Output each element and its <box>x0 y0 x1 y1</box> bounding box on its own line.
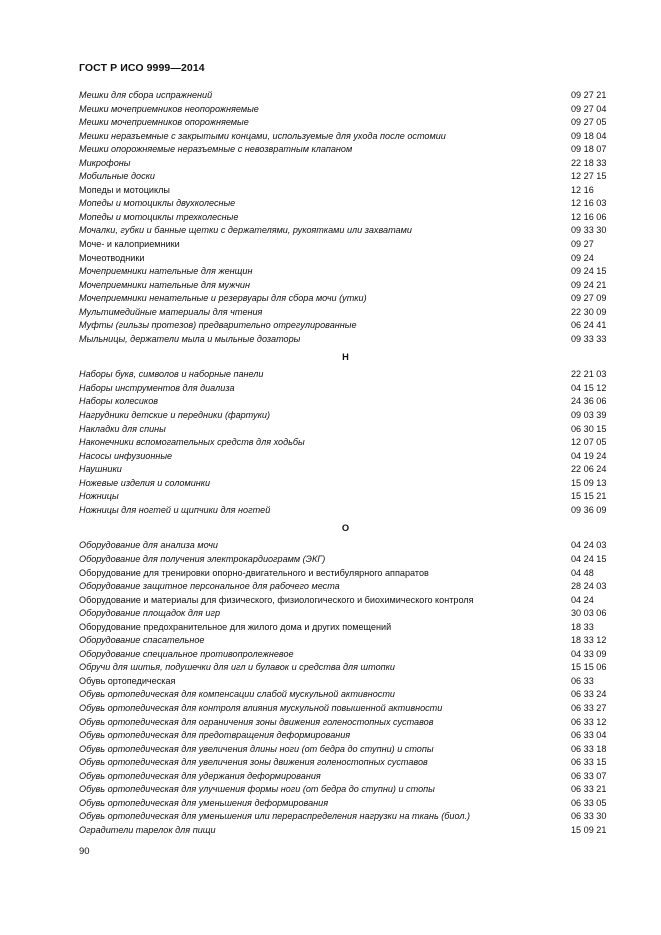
entry-term: Мешки опорожняемые неразъемные с невозвратным клапаном <box>79 144 353 155</box>
entry-term: Мопеды и мотоциклы двухколесные <box>79 198 236 209</box>
entry-term: Мешки мочеприемников опорожняемые <box>79 117 249 128</box>
entry-code: 09 18 07 <box>571 144 607 155</box>
index-entry <box>79 743 612 757</box>
index-entry <box>79 409 612 423</box>
entry-term: Обувь ортопедическая для предотвращения деформирования <box>79 730 351 741</box>
index-entry <box>79 382 612 396</box>
index-listing <box>79 89 612 837</box>
entry-code: 15 15 06 <box>571 662 607 673</box>
entry-code: 04 15 12 <box>571 382 607 393</box>
index-entry <box>79 621 612 635</box>
entry-code: 09 33 30 <box>571 225 607 236</box>
entry-code: 09 03 39 <box>571 410 607 421</box>
index-entry <box>79 607 612 621</box>
index-entry <box>79 450 612 464</box>
entry-code: 09 18 04 <box>571 130 607 141</box>
entry-term: Мочалки, губки и банные щетки с держателями, рукоятками или захватами <box>79 225 412 236</box>
index-entry <box>79 197 612 211</box>
index-entry <box>79 553 612 567</box>
entry-code: 04 24 <box>571 594 594 605</box>
entry-code: 12 16 <box>571 184 594 195</box>
index-entry <box>79 580 612 594</box>
document-header: ГОСТ Р ИСО 9999—2014 <box>79 62 205 74</box>
index-entry <box>79 265 612 279</box>
index-entry <box>79 184 612 198</box>
entry-code: 06 33 15 <box>571 757 607 768</box>
entry-term: Ножницы <box>79 491 119 502</box>
index-entry <box>79 824 612 838</box>
entry-code: 09 36 09 <box>571 504 607 515</box>
entry-code: 22 30 09 <box>571 306 607 317</box>
index-entry <box>79 688 612 702</box>
index-entry <box>79 477 612 491</box>
entry-term: Ножницы для ногтей и щипчики для ногтей <box>79 504 271 515</box>
entry-code: 12 16 03 <box>571 198 607 209</box>
entry-code: 09 27 05 <box>571 117 607 128</box>
entry-term: Оборудование и материалы для физического, физиологического и биохимического контроля <box>79 594 474 605</box>
entry-term: Мочеприемники ненательные и резервуары для сбора мочи (утки) <box>79 293 367 304</box>
entry-term: Насосы инфузионные <box>79 450 173 461</box>
entry-code: 04 19 24 <box>571 450 607 461</box>
index-entry <box>79 634 612 648</box>
index-entry <box>79 368 612 382</box>
entry-code: 06 33 <box>571 675 594 686</box>
entry-code: 09 33 33 <box>571 333 607 344</box>
index-entry <box>79 423 612 437</box>
entry-code: 06 33 12 <box>571 716 607 727</box>
index-entry <box>79 130 612 144</box>
entry-term: Мешки для сбора испражнений <box>79 90 213 100</box>
entry-code: 06 33 05 <box>571 797 607 808</box>
entry-code: 18 33 <box>571 621 594 632</box>
entry-term: Мочеотводники <box>79 252 145 263</box>
section-letter: Н <box>342 352 349 363</box>
entry-term: Моче- и калоприемники <box>79 239 180 250</box>
index-entry <box>79 143 612 157</box>
index-entry <box>79 103 612 117</box>
index-entry <box>79 504 612 518</box>
entry-code: 06 33 24 <box>571 689 607 700</box>
entry-term: Накладки для спины <box>79 423 166 434</box>
entry-term: Обувь ортопедическая для улучшения формы ноги (от бедра до ступни) и стопы <box>79 784 435 795</box>
entry-term: Нагрудники детские и передники (фартуки) <box>79 410 270 421</box>
index-entry <box>79 333 612 347</box>
index-entry <box>79 810 612 824</box>
entry-term: Обувь ортопедическая для ограничения зоны движения голеностопных суставов <box>79 716 434 727</box>
index-entry <box>79 702 612 716</box>
entry-term: Мешки неразъемные с закрытыми концами, используемые для ухода после остомии <box>79 130 446 141</box>
entry-term: Ножевые изделия и соломинки <box>79 477 211 488</box>
index-entry <box>79 436 612 450</box>
entry-term: Наборы инструментов для диализа <box>79 382 235 393</box>
entry-code: 09 27 <box>571 239 594 250</box>
entry-code: 06 33 30 <box>571 811 607 822</box>
entry-code: 18 33 12 <box>571 635 607 646</box>
entry-term: Микрофоны <box>79 157 131 168</box>
index-entry <box>79 490 612 504</box>
entry-code: 09 27 21 <box>571 90 607 100</box>
entry-term: Обувь ортопедическая для контроля влияния мускульной повышенной активности <box>79 702 443 713</box>
index-entry <box>79 224 612 238</box>
index-entry <box>79 292 612 306</box>
entry-term: Обувь ортопедическая для уменьшения или перераспределения нагрузки на ткань (биол.) <box>79 811 471 822</box>
index-entry <box>79 729 612 743</box>
entry-code: 12 07 05 <box>571 437 607 448</box>
entry-term: Обувь ортопедическая для удержания деформирования <box>79 770 321 781</box>
entry-code: 06 33 21 <box>571 784 607 795</box>
entry-code: 06 24 41 <box>571 320 607 331</box>
entry-term: Наборы колесиков <box>79 396 159 407</box>
entry-code: 30 03 06 <box>571 608 607 619</box>
entry-term: Мультимедийные материалы для чтения <box>79 306 263 317</box>
entry-term: Мочеприемники нательные для мужчин <box>79 279 250 290</box>
entry-term: Обувь ортопедическая <box>79 675 176 686</box>
entry-code: 06 33 18 <box>571 743 607 754</box>
entry-code: 15 09 21 <box>571 824 607 835</box>
index-entry <box>79 279 612 293</box>
index-entry <box>79 89 612 103</box>
entry-term: Наконечники вспомогательных средств для ходьбы <box>79 437 305 448</box>
section-letter: О <box>341 523 350 534</box>
entry-term: Оборудование спасательное <box>79 635 205 646</box>
entry-code: 06 33 07 <box>571 770 607 781</box>
entry-term: Обувь ортопедическая для увеличения зоны движения голеностопных суставов <box>79 757 428 768</box>
entry-code: 09 24 21 <box>571 279 607 290</box>
entry-term: Мопеды и мотоциклы трехколесные <box>79 211 239 222</box>
index-entry <box>79 567 612 581</box>
index-entry <box>79 306 612 320</box>
index-entry <box>79 539 612 553</box>
entry-code: 12 16 06 <box>571 211 607 222</box>
entry-term: Оборудование для тренировки опорно-двигательного и вестибулярного аппаратов <box>79 567 429 578</box>
index-entry <box>79 661 612 675</box>
entry-term: Обувь ортопедическая для увеличения длины ноги (от бедра до ступни) и стопы <box>79 743 434 754</box>
entry-term: Мыльницы, держатели мыла и мыльные дозаторы <box>79 333 301 344</box>
entry-term: Оборудование специальное противопролежневое <box>79 648 294 659</box>
entry-term: Оборудование для получения электрокардиограмм (ЭКГ) <box>79 553 326 564</box>
entry-code: 22 18 33 <box>571 157 607 168</box>
index-entry <box>79 170 612 184</box>
entry-code: 09 27 04 <box>571 103 607 114</box>
entry-term: Муфты (гильзы протезов) предварительно отрегулированные <box>79 320 357 331</box>
entry-code: 09 27 09 <box>571 293 607 304</box>
index-entry <box>79 675 612 689</box>
index-entry <box>79 157 612 171</box>
entry-term: Оборудование предохранительное для жилого дома и других помещений <box>79 621 392 632</box>
entry-code: 22 06 24 <box>571 464 607 475</box>
entry-code: 04 24 15 <box>571 553 607 564</box>
index-entry <box>79 238 612 252</box>
entry-term: Обувь ортопедическая для компенсации слабой мускульной активности <box>79 689 395 700</box>
entry-code: 28 24 03 <box>571 581 607 592</box>
index-entry <box>79 716 612 730</box>
entry-code: 04 33 09 <box>571 648 607 659</box>
entry-term: Оградители тарелок для пищи <box>79 824 216 835</box>
entry-code: 12 27 15 <box>571 171 607 182</box>
entry-term: Мешки мочеприемников неопорожняемые <box>79 103 259 114</box>
index-entry <box>79 211 612 225</box>
page-number: 90 <box>79 846 90 857</box>
index-entry <box>79 319 612 333</box>
entry-code: 04 24 03 <box>571 540 607 551</box>
index-entry <box>79 252 612 266</box>
index-entry <box>79 395 612 409</box>
index-entry <box>79 463 612 477</box>
entry-term: Оборудование для анализа мочи <box>79 540 218 551</box>
index-entry <box>79 797 612 811</box>
entry-term: Обувь ортопедическая для уменьшения деформирования <box>79 797 329 808</box>
entry-code: 15 09 13 <box>571 477 607 488</box>
entry-code: 24 36 06 <box>571 396 607 407</box>
entry-code: 22 21 03 <box>571 369 607 380</box>
entry-term: Оборудование площадок для игр <box>79 608 221 619</box>
index-entry <box>79 594 612 608</box>
entry-code: 06 33 27 <box>571 702 607 713</box>
entry-term: Наушники <box>79 464 122 475</box>
entry-code: 06 33 04 <box>571 730 607 741</box>
entry-term: Оборудование защитное персональное для рабочего места <box>79 581 340 592</box>
index-entry <box>79 648 612 662</box>
entry-code: 15 15 21 <box>571 491 607 502</box>
entry-term: Мопеды и мотоциклы <box>79 184 170 195</box>
index-entry <box>79 770 612 784</box>
index-entry <box>79 783 612 797</box>
entry-term: Обручи для шитья, подушечки для игл и булавок и средства для штопки <box>79 662 395 673</box>
entry-code: 06 30 15 <box>571 423 607 434</box>
entry-code: 09 24 <box>571 252 594 263</box>
index-entry <box>79 756 612 770</box>
index-entry <box>79 116 612 130</box>
entry-term: Мочеприемники нательные для женщин <box>79 266 253 277</box>
entry-code: 04 48 <box>571 567 594 578</box>
entry-code: 09 24 15 <box>571 266 607 277</box>
entry-term: Мобильные доски <box>79 171 155 182</box>
entry-term: Наборы букв, символов и наборные панели <box>79 369 264 380</box>
